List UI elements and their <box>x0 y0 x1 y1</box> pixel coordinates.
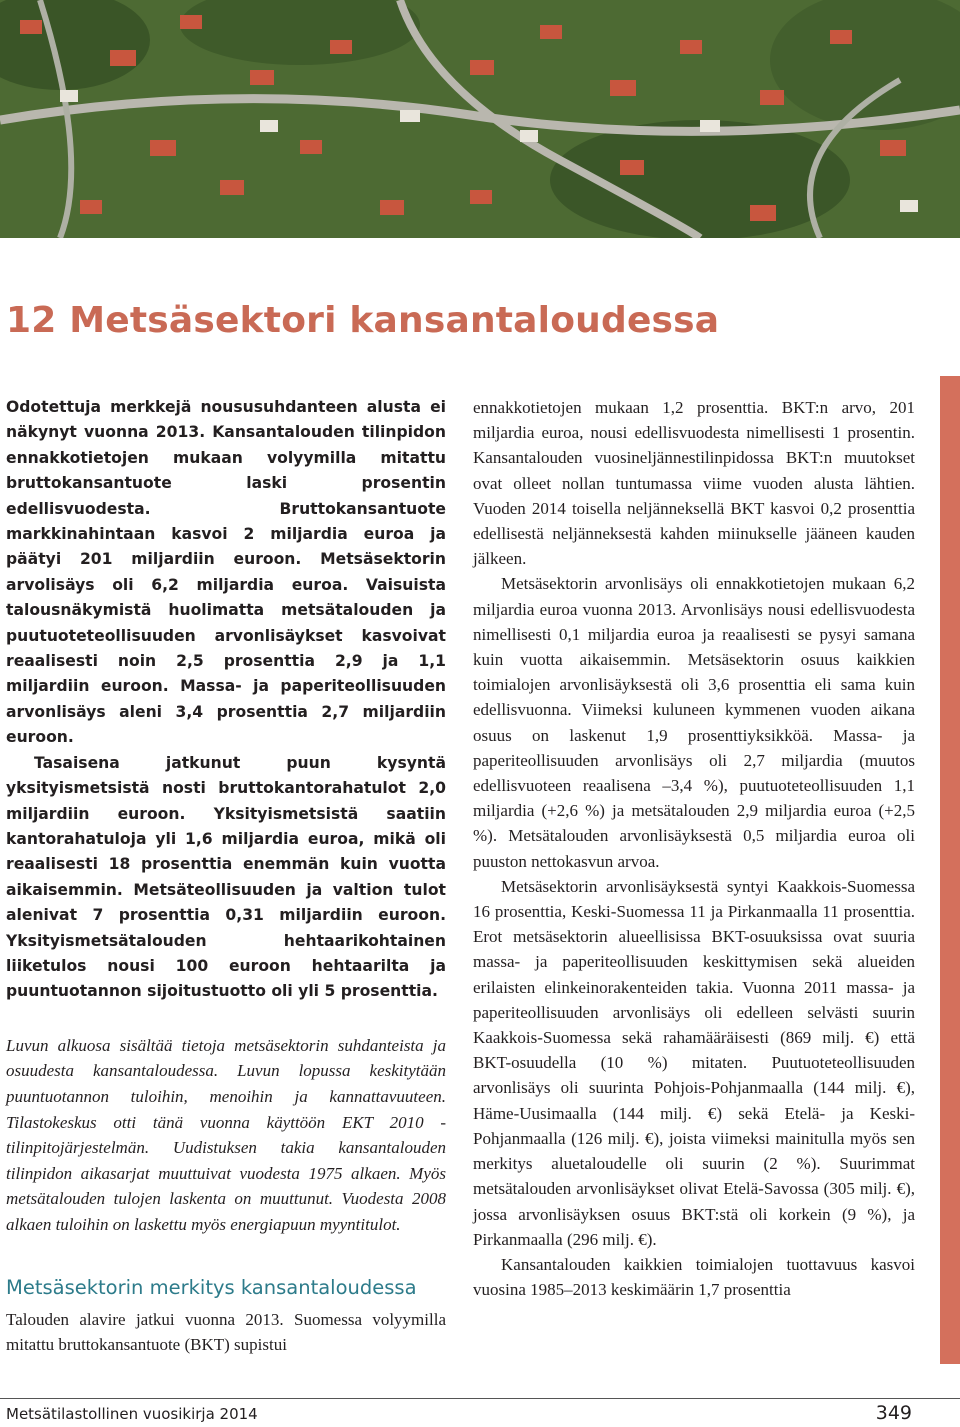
page-number: 349 <box>875 1402 912 1424</box>
aerial-photo-illustration <box>0 0 960 238</box>
right-column <box>473 395 915 1302</box>
footer-publication-title: Metsätilastollinen vuosikirja 2014 <box>6 1405 258 1423</box>
body-paragraph: Metsäsektorin arvonlisäyksestä syntyi Kaakkois-Suomessa 16 prosenttia, Keski-Suomessa 11 ja Pirkanmaalla 11 prosenttia. Erot metsäsektorin alueellisissa BKT-osuuksissa ovat suuria massa- ja paperiteollisuuden keskittymisen sekä alueiden erilaisten elinkeinorakenteiden takia. Vuonna 2011 massa- ja paperiteollisuuden arvonlisäys oli edelleen selvästi suurin Kaakkois-Suomessa sekä rahamääräisesti (869 milj. €) että BKT-osuudella (10 %) mitaten. Puutuoteteollisuuden arvonlisäys oli suurinta Pohjois-Pohjanmaalla (144 milj. €), Häme-Uusimaalla (144 milj. €) sekä Etelä- ja Keski-Pohjanmaalla (126 milj. €), joista viimeksi mainitulla myös sen merkitys aluetaloudelle oli suurin (2 %). Suurimmat metsätalouden arvonlisäykset olivat Etelä-Savossa (305 milj. €), jossa arvonlisäyksen osuus BKT:stä oli korkein (9 %), ja Pirkanmaalla (296 milj. €). <box>473 876 915 1249</box>
section-body-left <box>6 1307 446 1357</box>
chapter-side-tab <box>940 376 960 1364</box>
footer-divider <box>0 1398 960 1399</box>
left-column <box>6 395 446 1357</box>
body-paragraph: ennakkotietojen mukaan 1,2 prosenttia. BKT:n arvo, 201 miljardia euroa, nousi edellisvuodesta nimellisesti 1 prosentin. Kansantalouden vuosineljännestilinpidossa BKT:n muutokset ovat olleet nollan tuntumassa viime vuoden alusta lähtien. Vuoden 2014 toisella neljänneksellä BKT kasvoi 0,2 prosenttia edellisestä neljänneksestä kahden miinukselle jääneen kauden jälkeen. <box>473 398 915 569</box>
section-heading: Metsäsektorin merkitys kansantaloudessa <box>6 1275 417 1299</box>
intro-summary <box>6 395 446 1005</box>
section-body-right <box>473 395 915 1302</box>
body-paragraph: Kansantalouden kaikkien toimialojen tuottavuus kasvoi vuosina 1985–2013 keskimäärin 1,7 prosenttia <box>473 1254 915 1300</box>
aerial-photo-residential-area <box>0 0 960 238</box>
chapter-lead-text: Luvun alkuosa sisältää tietoja metsäsektorin suhdanteista ja osuudesta kansantaloudessa. Luvun lopussa keskitytään puuntuotannon tuloihin, menoihin ja kannattavuuteen. Tilastokeskus otti tänä vuonna käyttöön EKT 2010 -tilinpitojärjestelmän. Uudistuksen takia kansantalouden tilinpidon aikasarjat muuttuivat vuodesta 1975 alkaen. Myös metsätalouden tulojen laskenta on muuttunut. Vuodesta 2008 alkaen tuloihin on laskettu myös energiapuun myyntitulot. <box>6 1035 446 1234</box>
intro-paragraph-2: Tasaisena jatkunut puun kysyntä yksityismetsistä nosti bruttokantorahatulot 2,0 miljardiin euroon. Yksityismetsistä saatiin kantorahatuloja yli 1,6 miljardia euroa, mikä oli reaalisesti 18 prosenttia enemmän kuin vuotta aikaisemmin. Metsäteollisuuden ja valtion tulot alenivat 7 prosenttia 0,31 miljardiin euroon. Yksityismetsätalouden hehtaarikohtainen liiketulos nousi 100 euroon hehtaarilta ja puuntuotannon sijoitustuotto oli yli 5 prosenttia. <box>6 753 446 1001</box>
body-paragraph-left: Talouden alavire jatkui vuonna 2013. Suomessa volyymilla mitattu bruttokansantuote (BKT) supistui <box>6 1309 446 1354</box>
intro-paragraph-1: Odotettuja merkkejä noususuhdanteen alusta ei näkynyt vuonna 2013. Kansantalouden tilinpidon ennakkotietojen mukaan volyymilla mitattu bruttokansantuote laski prosentin edellisvuodesta. Bruttokansantuote markkinahintaan kasvoi 2 miljardia euroa ja päätyi 201 miljardiin euroon. Metsäsektorin arvolisäys oli 6,2 miljardia euroa. Vaisuista talousnäkymistä huolimatta metsätalouden ja puutuoteteollisuuden arvonlisäykset kasvoivat reaalisesti noin 2,5 prosenttia 2,9 ja 1,1 miljardiin euroon. Massa- ja paperiteollisuuden arvonlisäys aleni 3,4 prosenttia 2,7 miljardiin euroon. <box>6 398 446 747</box>
chapter-title: 12 Metsäsektori kansantaloudessa <box>6 300 720 341</box>
body-paragraph: Metsäsektorin arvonlisäys oli ennakkotietojen mukaan 6,2 miljardia euroa vuonna 2013. Arvonlisäys nousi edellisvuodesta nimellisesti 0,1 miljardia euroa ja reaalisesti se pysyi samana kuin vuotta aikaisemmin. Metsäsektorin osuus kaikkien toimialojen arvonlisäyksestä oli 3,6 prosenttia eli sama kuin edellisvuonna. Viimeksi kuluneen kymmenen vuoden aikana osuus on laskenut 1,9 prosenttiyksikköä. Massa- ja paperiteollisuuden arvonlisäys oli 2,7 miljardia (muutos edellisvuoteen reaalisena –3,4 %), puutuoteteollisuuden 1,1 miljardia (+2,6 %) ja metsätalouden 2,9 miljardia euroa (+2,5 %). Metsätalouden arvonlisäyksestä 0,5 miljardia euroa oli puuston nettokasvun arvoa. <box>473 574 915 871</box>
